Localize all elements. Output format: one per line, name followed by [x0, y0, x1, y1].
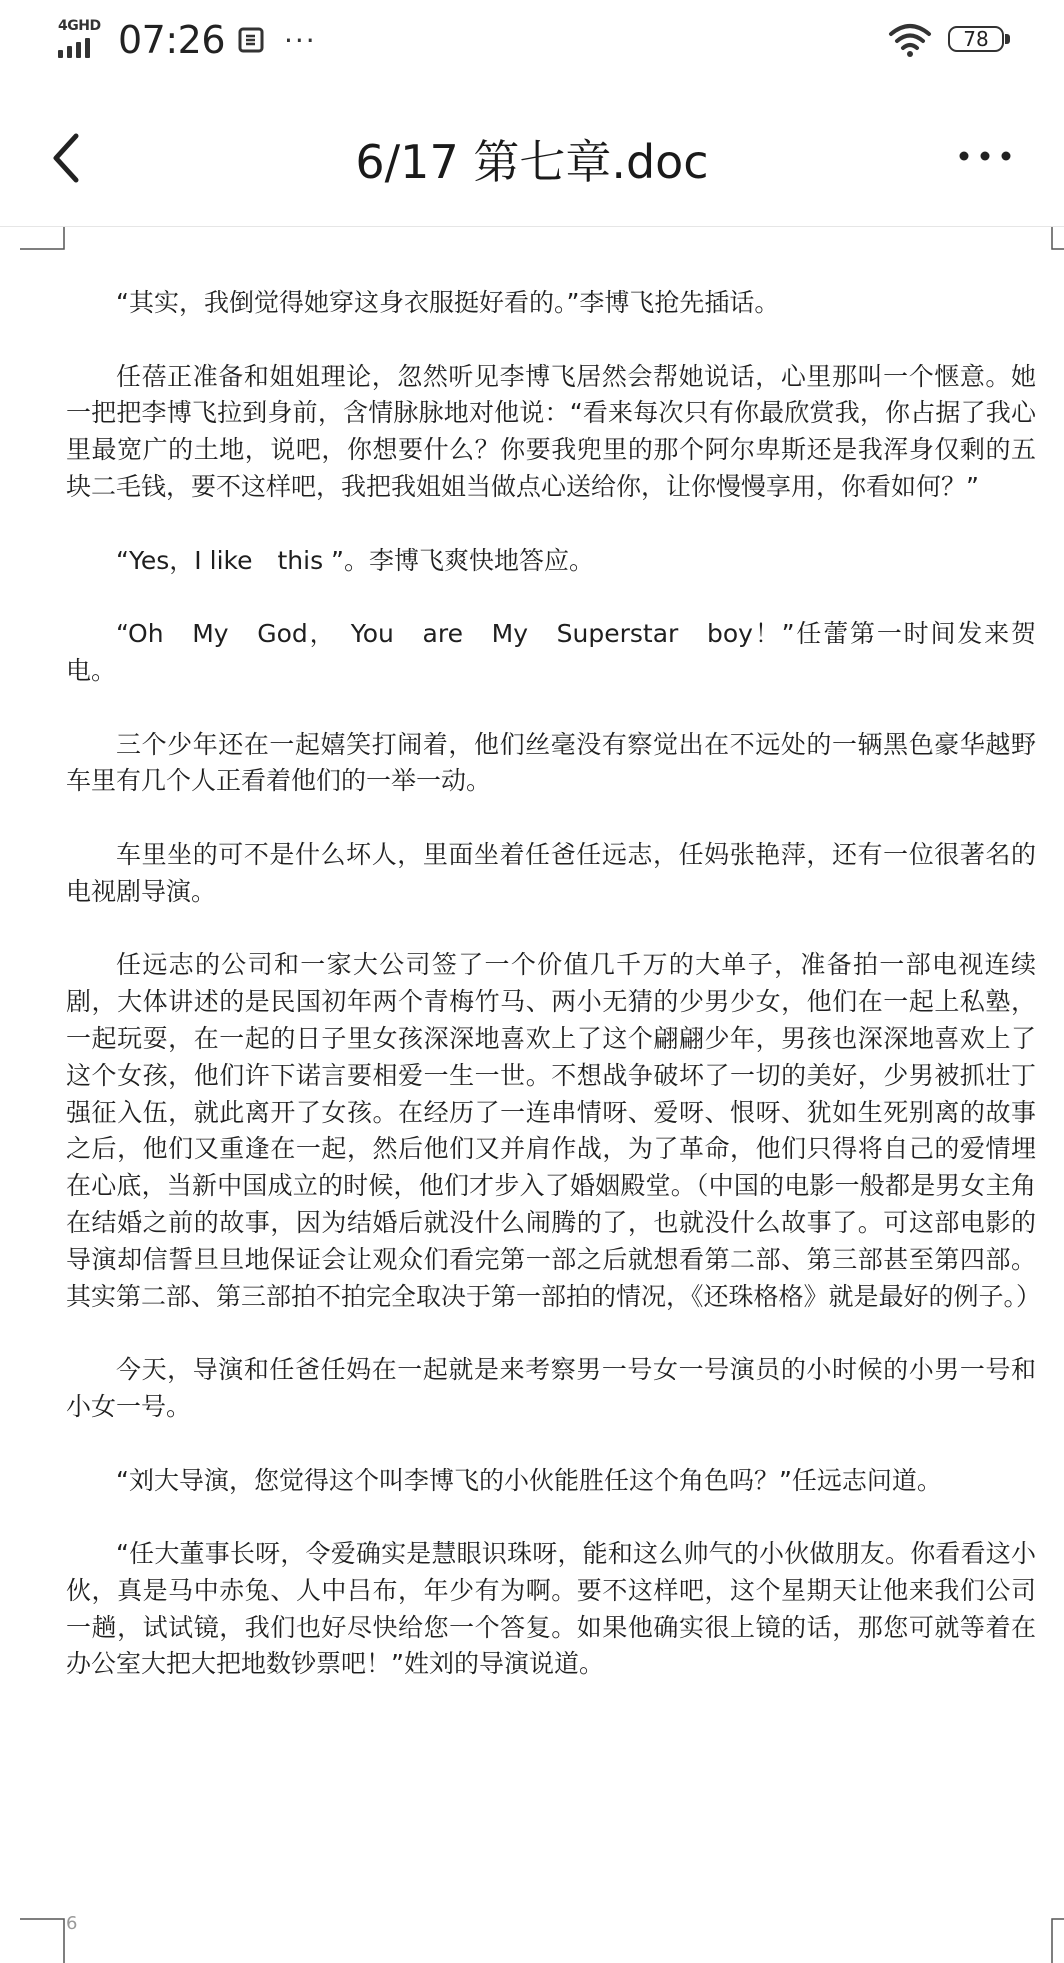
battery-level: 78 [948, 26, 1004, 52]
page-corner-mark [20, 1917, 66, 1963]
document-title: 6/17 第七章.doc [355, 135, 709, 189]
more-notifications-icon: ··· [284, 24, 317, 57]
paragraph: “Yes，I like this ”。李博飞爽快地答应。 [116, 545, 595, 575]
document-body [66, 285, 1042, 1720]
document-page[interactable] [0, 227, 1064, 1963]
paragraph: 任远志的公司和一家大公司签了一个价值几千万的大单子，准备拍一部电视连续剧，大体讲述的是民国初年两个青梅竹马、两小无猜的少男少女，他们在一起上私塾，一起玩耍，在一起的日子里女孩深深地喜欢上了这个翩翩少年，男孩也深深地喜欢上了这个女孩，他们许下诺言要相爱一生一世。不想战争破坏了一切的美好，少男被抓壮丁强征入伍，就此离开了女孩。在经历了一连串情呀、爱呀、恨呀、犹如生死别离的故事之后，他们又重逢在一起，然后他们又并肩作战，为了革命，他们只得将自己的爱情埋在心底，当新中国成立的时候，他们才步入了婚姻殿堂。（中国的电影一般都是男女主角在结婚之前的故事，因为结婚后就没什么闹腾的了，也就没什么故事了。可这部电影的导演却信誓旦旦地保证会让观众们看完第一部之后就想看第二部、第三部甚至第四部。其实第二部、第三部拍不拍完全取决于第一部拍的情况，《还珠格格》就是最好的例子。） [66, 950, 1042, 1311]
status-time: 07:26 [118, 18, 226, 62]
page-corner-mark [1050, 227, 1064, 251]
more-options-button[interactable] [950, 136, 1020, 176]
paragraph: 车里坐的可不是什么坏人，里面坐着任爸任远志，任妈张艳萍，还有一位很著名的电视剧导演。 [66, 839, 1036, 906]
cellular-signal-icon [58, 18, 106, 60]
page-corner-mark [1050, 1917, 1064, 1963]
network-type-label: 4GHD [58, 18, 101, 34]
title-bar [0, 86, 1064, 227]
paragraph: 任蓓正准备和姐姐理论，忽然听见李博飞居然会帮她说话，心里那叫一个惬意。她一把把李博飞拉到身前，含情脉脉地对他说：“看来每次只有你最欣赏我，你占据了我心里最宽广的土地，说吧，你想要什么？你要我兜里的那个阿尔卑斯还是我浑身仅剩的五块二毛钱，要不这样吧，我把我姐姐当做点心送给你，让你慢慢享用，你看如何？” [66, 361, 1036, 501]
back-button[interactable] [44, 128, 94, 188]
notification-icon [238, 27, 264, 53]
status-bar [0, 0, 1064, 86]
page-corner-mark [20, 227, 66, 251]
paragraph: “Oh My God， You are My Superstar boy！”任蕾第一时间发来贺电。 [66, 619, 1036, 685]
paragraph: “刘大导演，您觉得这个叫李博飞的小伙能胜任这个角色吗？”任远志问道。 [116, 1465, 942, 1495]
paragraph: 今天，导演和任爸任妈在一起就是来考察男一号女一号演员的小时候的小男一号和小女一号。 [66, 1355, 1036, 1421]
paragraph: “任大董事长呀，令爱确实是慧眼识珠呀，能和这么帅气的小伙做朋友。你看看这小伙，真是马中赤兔、人中吕布，年少有为啊。要不这样吧，这个星期天让他来我们公司一趟，试试镜，我们也好尽快给您一个答复。如果他确实很上镜的话，那您可就等着在办公室大把大把地数钞票吧！”姓刘的导演说道。 [66, 1539, 1036, 1679]
battery-icon [948, 26, 1014, 56]
page-number: 6 [66, 1913, 78, 1934]
paragraph: “其实，我倒觉得她穿这身衣服挺好看的。”李博飞抢先插话。 [116, 288, 780, 317]
wifi-icon [888, 22, 932, 58]
paragraph: 三个少年还在一起嬉笑打闹着，他们丝毫没有察觉出在不远处的一辆黑色豪华越野车里有几个人正看着他们的一举一动。 [66, 729, 1036, 796]
